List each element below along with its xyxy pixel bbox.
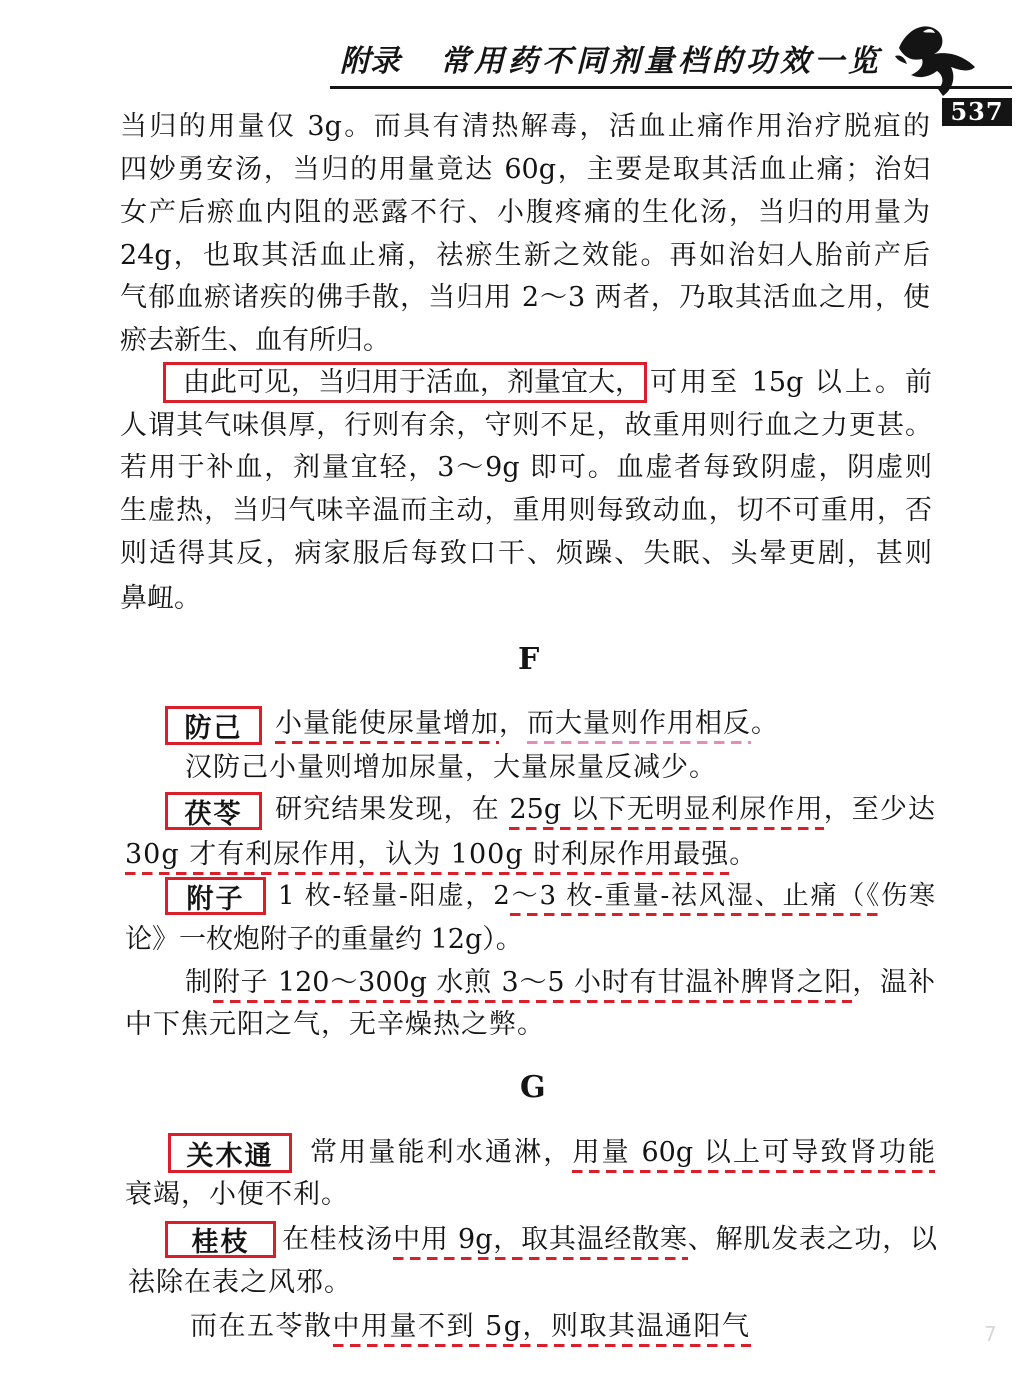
fangji-line: [275, 704, 779, 744]
guanmutong-line-2: 衰竭，小便不利。: [125, 1179, 349, 1210]
text-segment: 研究结果发现，在: [275, 794, 510, 825]
underlined-text: 30g 才有利尿作用，认为 100g 时利尿作用最强: [125, 839, 729, 875]
header-section-label: 附录: [340, 44, 400, 79]
fuling-line-1: [275, 790, 935, 830]
underlined-text: 附子 120～300g 水煎 3～5 小时有甘温补脾肾之阳: [213, 967, 852, 1003]
underlined-text: 用量 60g 以上可导致肾功能: [572, 1137, 935, 1173]
text-segment: 而在五苓散: [190, 1311, 333, 1342]
underlined-text: 中用量不到 5g，则取其温通阳气: [333, 1311, 751, 1347]
text-line: 气郁血瘀诸疾的佛手散，当归用 2～3 两者，乃取其活血之用，使: [120, 282, 930, 313]
conclusion-rest: 可用至 15g 以上。前: [647, 367, 932, 398]
underlined-text: 25g 以下无明显利尿作用: [509, 794, 823, 830]
underlined-text: 小量能使尿量增加: [275, 708, 499, 744]
text-line: 24g，也取其活血止痛，祛瘀生新之效能。再如治妇人胎前产后: [120, 240, 930, 271]
herb-label-fangji: 防己: [165, 706, 262, 745]
text-line: 四妙勇安汤，当归的用量竟达 60g，主要是取其活血止痛；治妇: [120, 154, 930, 185]
guizhi-line-3: [190, 1307, 751, 1347]
text-segment: 、解肌发表之功，以: [687, 1224, 938, 1255]
text-line: 生虚热，当归气味辛温而主动，重用则每致动血，切不可重用，否: [120, 495, 932, 526]
herb-label-fuling: 茯苓: [165, 792, 262, 830]
text-segment: 伤寒: [881, 881, 935, 911]
fuling-line-2: [125, 835, 757, 875]
text-line: 鼻衄。: [120, 583, 201, 614]
guizhi-line-2: 祛除在表之风邪。: [128, 1267, 352, 1298]
text-line: 若用于补血，剂量宜轻，3～9g 即可。血虚者每致阴虚，阴虚则: [120, 452, 932, 483]
text-segment: ，: [499, 708, 527, 739]
text-segment: 1 枚-轻量-阳虚，2: [278, 881, 510, 911]
text-segment: 。: [751, 708, 779, 739]
underlined-text: 中用 9g，取其温经散寒: [393, 1224, 688, 1260]
text-segment: 。: [729, 839, 758, 870]
text-line: 人谓其气味俱厚，行则有余，守则不足，故重用则行血之力更甚。: [120, 410, 932, 441]
header-title: 常用药不同剂量档的功效一览: [440, 44, 882, 79]
text-segment: 在桂枝汤: [282, 1224, 394, 1255]
text-line: 瘀去新生、血有所归。: [120, 325, 390, 356]
text-segment: 制: [185, 967, 213, 998]
herb-label-guanmutong: 关木通: [168, 1133, 292, 1173]
herb-label-guizhi: 桂枝: [165, 1221, 276, 1258]
guizhi-line-1: [282, 1220, 937, 1260]
herb-label-fuzi: 附子: [165, 877, 266, 915]
text-segment: ，至少达: [823, 794, 935, 825]
highlight-box: 由此可见，当归用于活血，剂量宜大，: [163, 362, 647, 403]
dragon-logo-icon: [893, 16, 979, 98]
text-line: 则适得其反，病家服后每致口干、烦躁、失眠、头晕更剧，甚则: [120, 538, 932, 569]
text-line: 当归的用量仅 3g。而具有清热解毒，活血止痛作用治疗脱疽的: [120, 111, 930, 142]
text-segment: 常用量能利水通淋，: [310, 1137, 573, 1168]
fuzi-line-3: [185, 963, 935, 1003]
fuzi-line-2: 论》一枚炮附子的重量约 12g）。: [125, 924, 523, 955]
text-segment: ，温补: [852, 967, 936, 998]
conclusion-line: [163, 362, 932, 403]
fangji-note: 汉防己小量则增加尿量，大量尿量反减少。: [185, 752, 717, 783]
section-heading-g: G: [520, 1070, 546, 1105]
scan-mark: 7: [984, 1322, 997, 1346]
page-number: 537: [942, 98, 1012, 126]
underlined-text-pink: 而大量则作用相反: [527, 708, 751, 744]
section-heading-f: F: [518, 642, 540, 677]
underlined-text: ～3 枚-重量-祛风湿、止痛（《: [510, 881, 881, 916]
fuzi-line-1: [278, 876, 935, 916]
fuzi-line-4: 中下焦元阳之气，无辛燥热之弊。: [125, 1009, 545, 1040]
guanmutong-line-1: [310, 1133, 935, 1173]
text-line: 女产后瘀血内阻的恶露不行、小腹疼痛的生化汤，当归的用量为: [120, 197, 930, 228]
